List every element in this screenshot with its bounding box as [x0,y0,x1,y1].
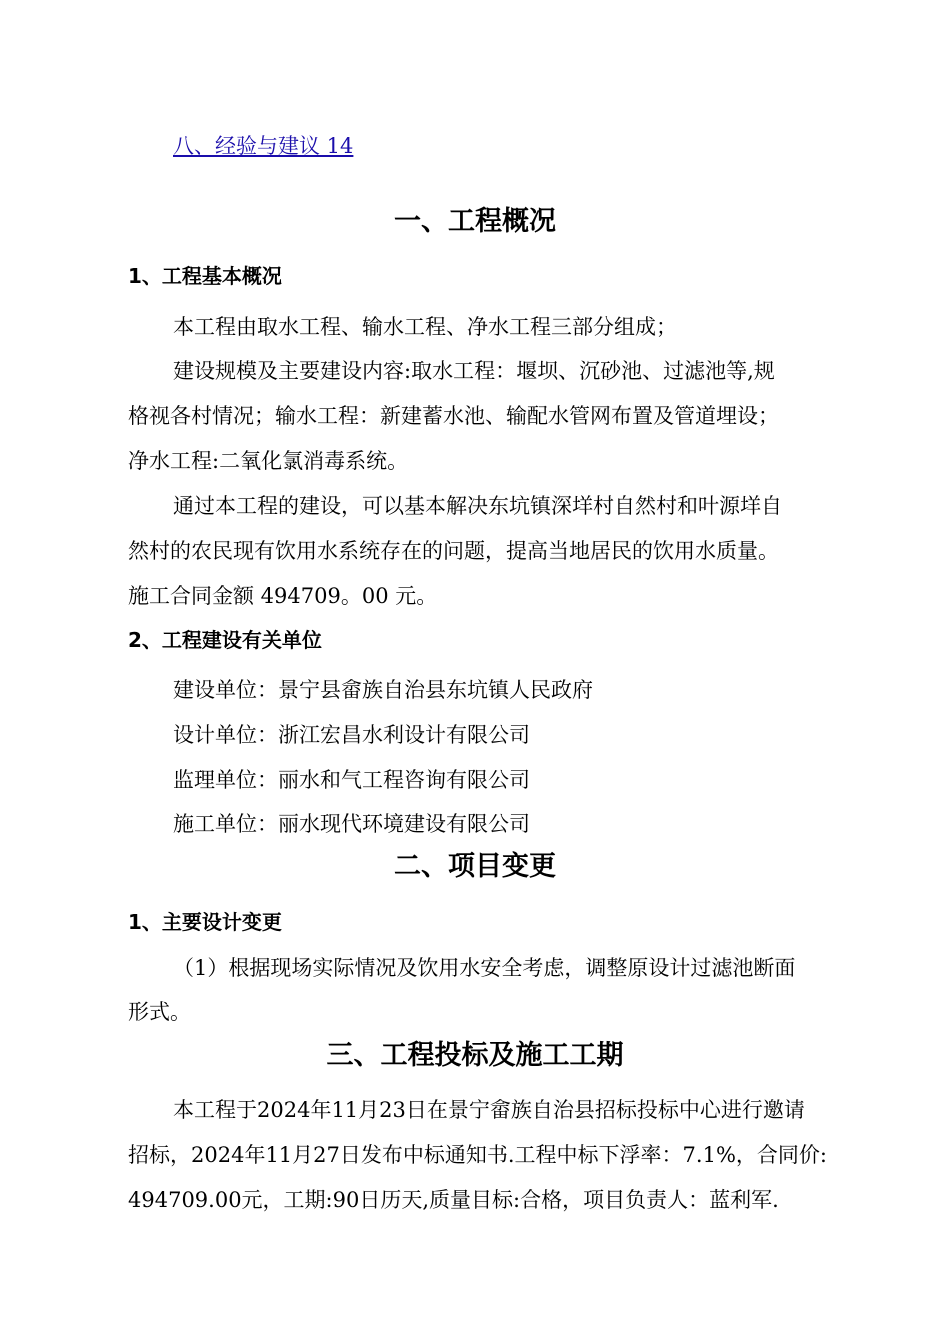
paragraph-line: 施工合同金额 494709。00 元。 [128,584,438,608]
subheading-basic-overview: 1、工程基本概况 [128,264,282,288]
unit-line-design: 设计单位：浙江宏昌水利设计有限公司 [173,723,530,747]
subheading-related-units: 2、工程建设有关单位 [128,628,322,652]
paragraph-line: 建设规模及主要建设内容:取水工程：堰坝、沉砂池、过滤池等,规 [173,359,775,383]
paragraph-line: 形式。 [128,1000,191,1024]
paragraph-line: （1）根据现场实际情况及饮用水安全考虑，调整原设计过滤池断面 [173,956,796,980]
unit-line-construction-owner: 建设单位：景宁县畲族自治县东坑镇人民政府 [173,678,593,702]
unit-line-supervision: 监理单位：丽水和气工程咨询有限公司 [173,768,530,792]
section-title-project-overview: 一、工程概况 [394,206,556,237]
paragraph-line: 本工程由取水工程、输水工程、净水工程三部分组成； [173,315,677,339]
paragraph-line: 通过本工程的建设，可以基本解决东坑镇深垟村自然村和叶源垟自 [173,494,782,518]
paragraph-line: 本工程于2024年11月23日在景宁畲族自治县招标投标中心进行邀请 [173,1098,805,1122]
paragraph-line: 净水工程:二氧化氯消毒系统。 [128,449,409,473]
subheading-design-changes: 1、主要设计变更 [128,910,282,934]
section-title-project-changes: 二、项目变更 [394,851,556,882]
section-title-bidding-schedule: 三、工程投标及施工工期 [326,1040,624,1071]
paragraph-line: 招标，2024年11月27日发布中标通知书.工程中标下浮率：7.1%，合同价: [128,1143,827,1167]
unit-line-contractor: 施工单位：丽水现代环境建设有限公司 [173,812,530,836]
toc-link-experience-suggestions[interactable]: 八、经验与建议 14 [173,134,354,158]
paragraph-line: 494709.00元，工期:90日历天,质量目标:合格，项目负责人：蓝利军. [128,1188,779,1212]
paragraph-line: 然村的农民现有饮用水系统存在的问题，提高当地居民的饮用水质量。 [128,539,779,563]
paragraph-line: 格视各村情况；输水工程：新建蓄水池、输配水管网布置及管道埋设； [128,404,779,428]
